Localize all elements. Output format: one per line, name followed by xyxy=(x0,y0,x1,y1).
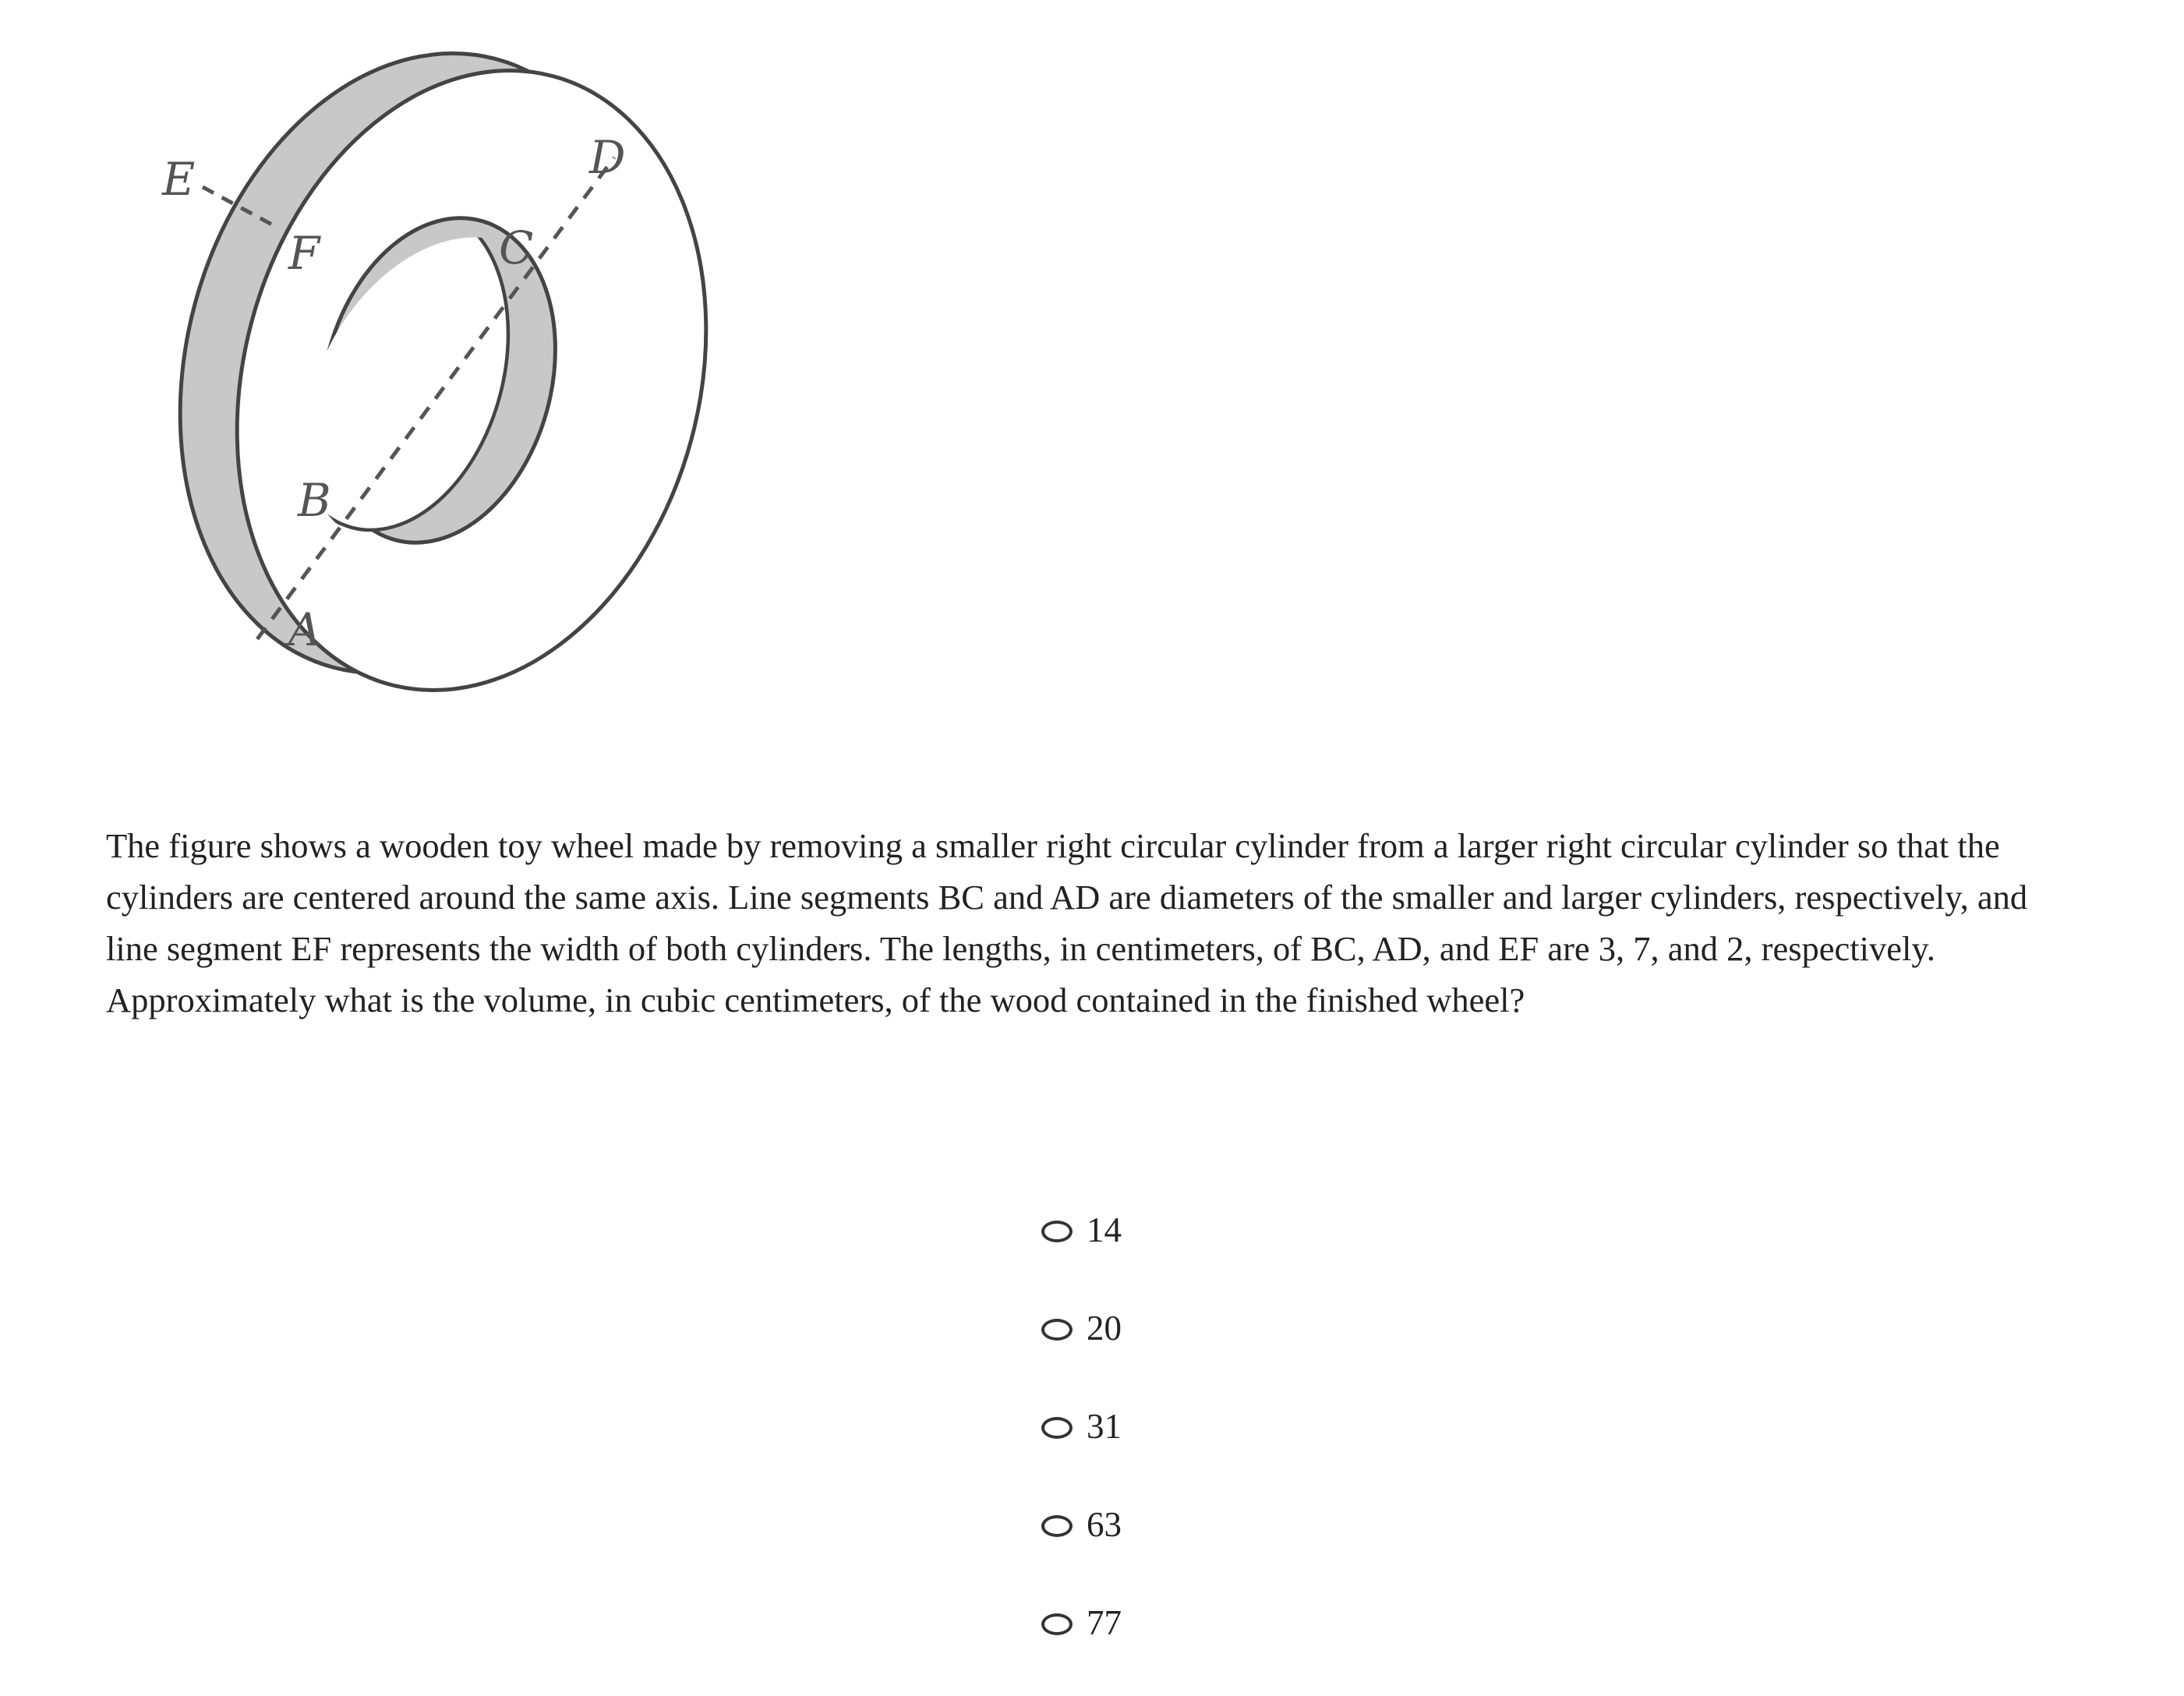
option-label: 77 xyxy=(1087,1603,1122,1642)
radio-button[interactable] xyxy=(1041,1417,1073,1439)
label-b: B xyxy=(298,474,331,527)
option-label: 14 xyxy=(1087,1210,1122,1249)
option-31[interactable] xyxy=(1041,1401,1353,1499)
radio-button[interactable] xyxy=(1041,1221,1073,1242)
option-label: 63 xyxy=(1087,1505,1122,1544)
wheel-diagram xyxy=(94,31,717,772)
label-a: A xyxy=(288,603,321,656)
label-c: C xyxy=(499,221,534,274)
option-77[interactable] xyxy=(1041,1597,1353,1695)
label-d: D xyxy=(589,131,626,184)
option-label: 31 xyxy=(1087,1407,1122,1446)
option-63[interactable] xyxy=(1041,1499,1353,1597)
question-text: The figure shows a wooden toy wheel made by removing a smaller right circular cylinder from a larger right circular cylinder so that the cylinders are centered around the same axis. Line segments BC and AD are diameters of the smaller and larger cylinders, respectively, and line segment EF represents the width of both cylinders. The lengths, in centimeters, of BC, AD, and EF are 3, 7, and 2, respectively. Approximately what is the volume, in cubic centimeters, of the wood contained in the finished wheel? xyxy=(106,826,2028,1019)
wheel-figure xyxy=(94,31,717,772)
option-20[interactable] xyxy=(1041,1302,1353,1401)
option-label: 20 xyxy=(1087,1309,1122,1348)
radio-button[interactable] xyxy=(1041,1613,1073,1635)
label-e: E xyxy=(162,153,196,206)
label-f: F xyxy=(288,227,320,280)
answer-options xyxy=(1041,1204,1353,1695)
radio-button[interactable] xyxy=(1041,1515,1073,1537)
option-14[interactable] xyxy=(1041,1204,1353,1302)
radio-button[interactable] xyxy=(1041,1319,1073,1341)
